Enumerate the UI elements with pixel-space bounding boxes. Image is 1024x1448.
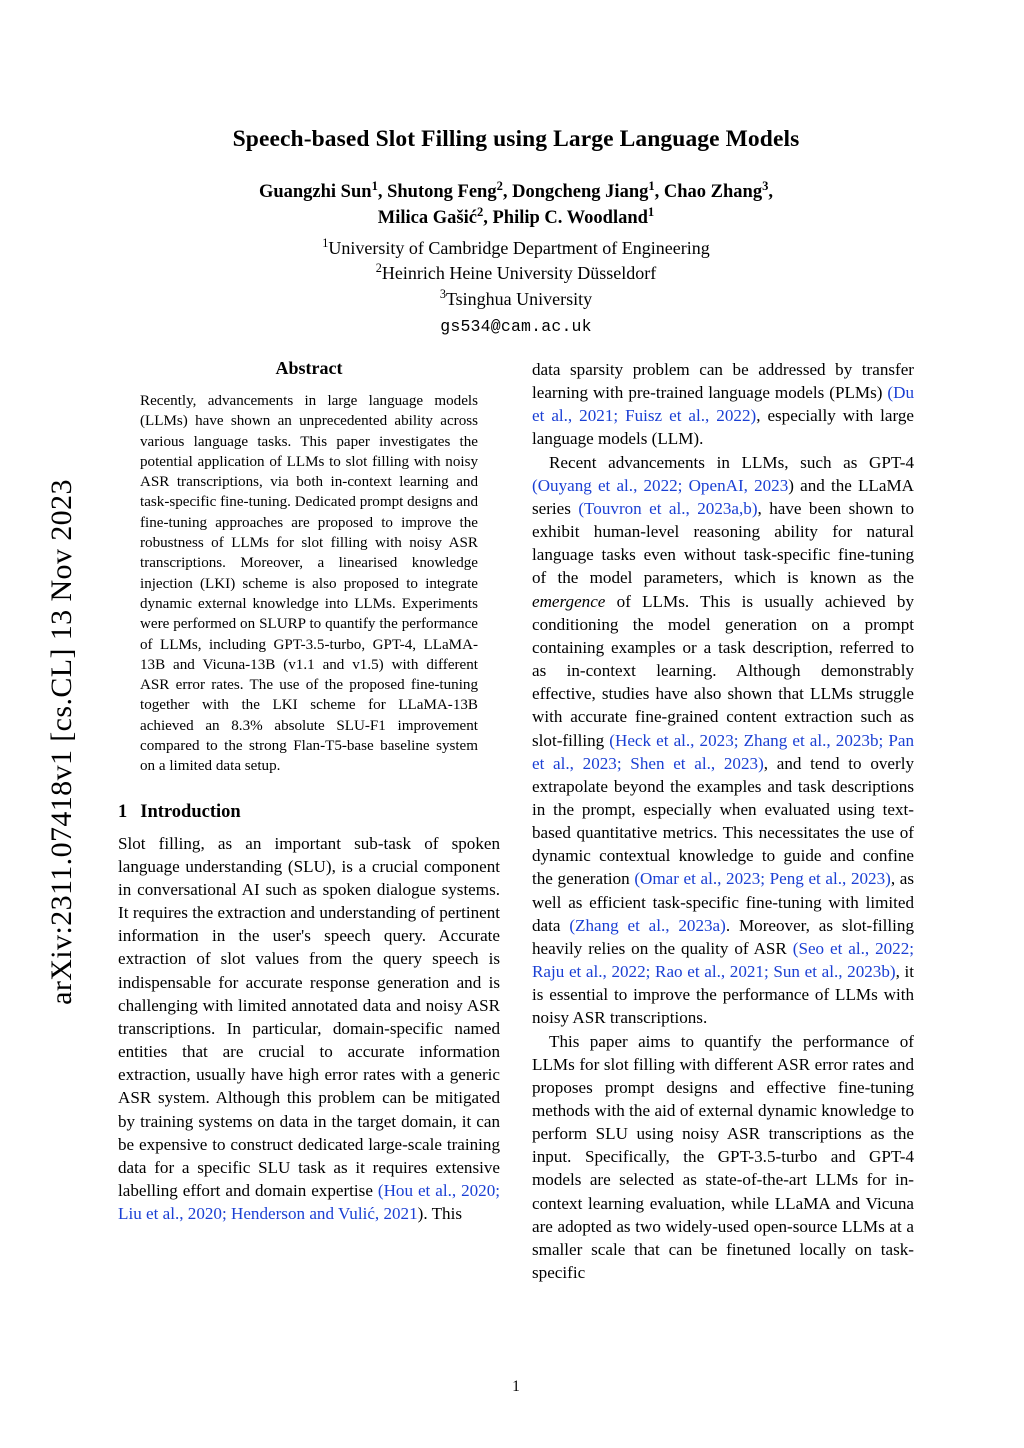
arxiv-stamp: arXiv:2311.07418v1 [cs.CL] 13 Nov 2023 xyxy=(45,479,78,1005)
citation-omar-peng[interactable]: (Omar et al., 2023; Peng et al., 2023) xyxy=(634,869,891,889)
right-paragraph-2 xyxy=(532,451,914,1030)
citation-du-fuisz[interactable]: (Du et al., 2021; Fuisz et al., 2022) xyxy=(532,383,914,426)
author-line-1: Guangzhi Sun$^1$, Shutong Feng$^2$, Dongcheng Jiang$^1$, Chao Zhang$^3$, xyxy=(258,178,774,202)
abstract-text: Recently, advancements in large language models (LLMs) have shown an unprecedented ability across various language tasks. This paper investigates the potential application of LLMs to slot filling with noisy ASR transcriptions, via both in-context learning and task-specific fine-tuning. Dedicated prompt designs and fine-tuning approaches are proposed to improve the robustness of LLMs for slot filling with noisy ASR transcriptions. Moreover, a linearised knowledge injection (LKI) scheme is also proposed to integrate dynamic external knowledge into LLMs. Experiments were performed on SLURP to quantify the performance of LLMs, including GPT-3.5-turbo, GPT-4, LLaMA-13B and Vicuna-13B (v1.1 and v1.5) with different ASR error rates. The use of the proposed fine-tuning together with the LKI scheme for LLaMA-13B achieved an 8.3% absolute SLU-F1 improvement compared to the strong Flan-T5-base baseline system on a limited data setup. xyxy=(140,393,478,775)
citation-touvron[interactable]: (Touvron et al., 2023a,b) xyxy=(578,498,758,518)
citation-seo-raju-rao-sun[interactable]: (Seo et al., 2022; Raju et al., 2022; Rao et al., 2021; Sun et al., 2023b) xyxy=(532,938,915,982)
right-text-7: , and tend to overly extrapolate beyond the examples and task descriptions in the prompt, especially when evaluated using text-based quantitative metrics. This necessitates the use of dynamic contextual knowledge to guide and confine the generation xyxy=(532,753,914,889)
right-paragraph-1 xyxy=(532,358,914,451)
citation-liu-2020[interactable]: ; Liu et al., 2020 xyxy=(118,1180,501,1224)
right-column xyxy=(532,358,914,1284)
citation-ouyang-openai[interactable]: (Ouyang et al., 2022; OpenAI, 2023 xyxy=(532,475,789,495)
author-list xyxy=(118,179,914,232)
citation-zhang-2023a[interactable]: (Zhang et al., 2023a) xyxy=(569,915,726,935)
affiliations xyxy=(118,236,914,313)
right-text-4: ) and the LLaMA series xyxy=(532,475,914,518)
intro-text-2: ). This xyxy=(417,1204,462,1224)
right-text-5: , have been shown to exhibit human-level reasoning ability for natural language tasks even without task-specific fine-tuning of the model parameters, which is known as the xyxy=(532,498,914,588)
right-text-10: , it is essential to improve the performance of LLMs with noisy ASR transcriptions. xyxy=(532,962,915,1028)
right-text-3: Recent advancements in LLMs, such as GPT-4 xyxy=(549,452,914,472)
right-text-2: , especially with large language models (LLM). xyxy=(532,406,914,449)
contact-email: gs534@cam.ac.uk xyxy=(440,317,592,337)
citation-zhang-pan-shen[interactable]: ; Zhang et al., 2023b; Pan et al., 2023; Shen et al., 2023) xyxy=(532,730,914,773)
emphasis-emergence: emergence xyxy=(532,591,606,611)
abstract-heading: Abstract xyxy=(275,358,343,378)
citation-heck-2023[interactable]: (Heck et al., 2023 xyxy=(609,730,734,750)
right-text-9: . Moreover, as slot-filling heavily relies on the quality of ASR xyxy=(532,915,914,958)
paper-content xyxy=(118,0,914,1448)
section-title: Introduction xyxy=(140,801,241,822)
affiliation-3: $^3$Tsinghua University xyxy=(439,286,593,309)
citation-hou-2020[interactable]: (Hou et al., 2020 xyxy=(377,1180,496,1200)
right-paragraph-3: This paper aims to quantify the performance of LLMs for slot filling with different ASR error rates and proposes prompt designs and effective fine-tuning methods with the aid of external dynamic knowledge to perform SLU using noisy ASR transcriptions as the input. Specifically, the GPT-3.5-turbo and GPT-4 models are selected as state-of-the-art LLMs for in-context learning evaluation, while LLaMA and Vicuna are adopted as two widely-used open-source LLMs at a smaller scale that can be finetuned locally on task-specific xyxy=(532,1031,914,1283)
page-number: 1 xyxy=(512,1378,520,1395)
citation-henderson-vulic-2021[interactable]: ; Henderson and Vulić, 2021 xyxy=(221,1204,418,1224)
two-column-body xyxy=(118,358,914,1284)
affiliation-1: $^1$University of Cambridge Department of Engineering xyxy=(322,235,710,258)
intro-text-1: Slot filling, as an important sub-task of spoken language understanding (SLU), is a crucial component in conversational AI such as spoken dialogue systems. It requires the extraction and understanding of pertinent information in the user's speech query. Accurate extraction of slot values from the query speech is indispensable for accurate response generation and is challenging with limited annotated data and noisy ASR transcriptions. In particular, domain-specific named entities that are crucial to accurate information extraction, usually have high error rates with a generic ASR system. Although this problem can be mitigated by training systems on data in the target domain, it can be expensive to construct dedicated large-scale training data for a specific SLU task as it requires extensive labelling effort and domain expertise xyxy=(118,833,500,1200)
author-line-2: Milica Gašić$^2$, Philip C. Woodland$^1$ xyxy=(377,205,655,229)
left-column xyxy=(118,358,500,1284)
intro-paragraph-1 xyxy=(118,832,500,1226)
right-text-1: data sparsity problem can be addressed by transfer learning with pre-trained language models (PLMs) xyxy=(532,360,914,403)
section-heading-introduction xyxy=(118,802,500,823)
affiliation-2: $^2$Heinrich Heine University Düsseldorf xyxy=(375,261,657,284)
page-title: Speech-based Slot Filling using Large Language Models xyxy=(232,126,800,152)
right-text-8: , as well as efficient task-specific fine-tuning with limited data xyxy=(532,869,914,935)
right-text-6: of LLMs. This is usually achieved by conditioning the model generation on a prompt containing examples or a task description, referred to as in-context learning. Although demonstrably effective, studies have also shown that LLMs struggle with accurate fine-grained content extraction such as slot-filling xyxy=(532,591,914,750)
section-number: 1 xyxy=(118,801,128,822)
